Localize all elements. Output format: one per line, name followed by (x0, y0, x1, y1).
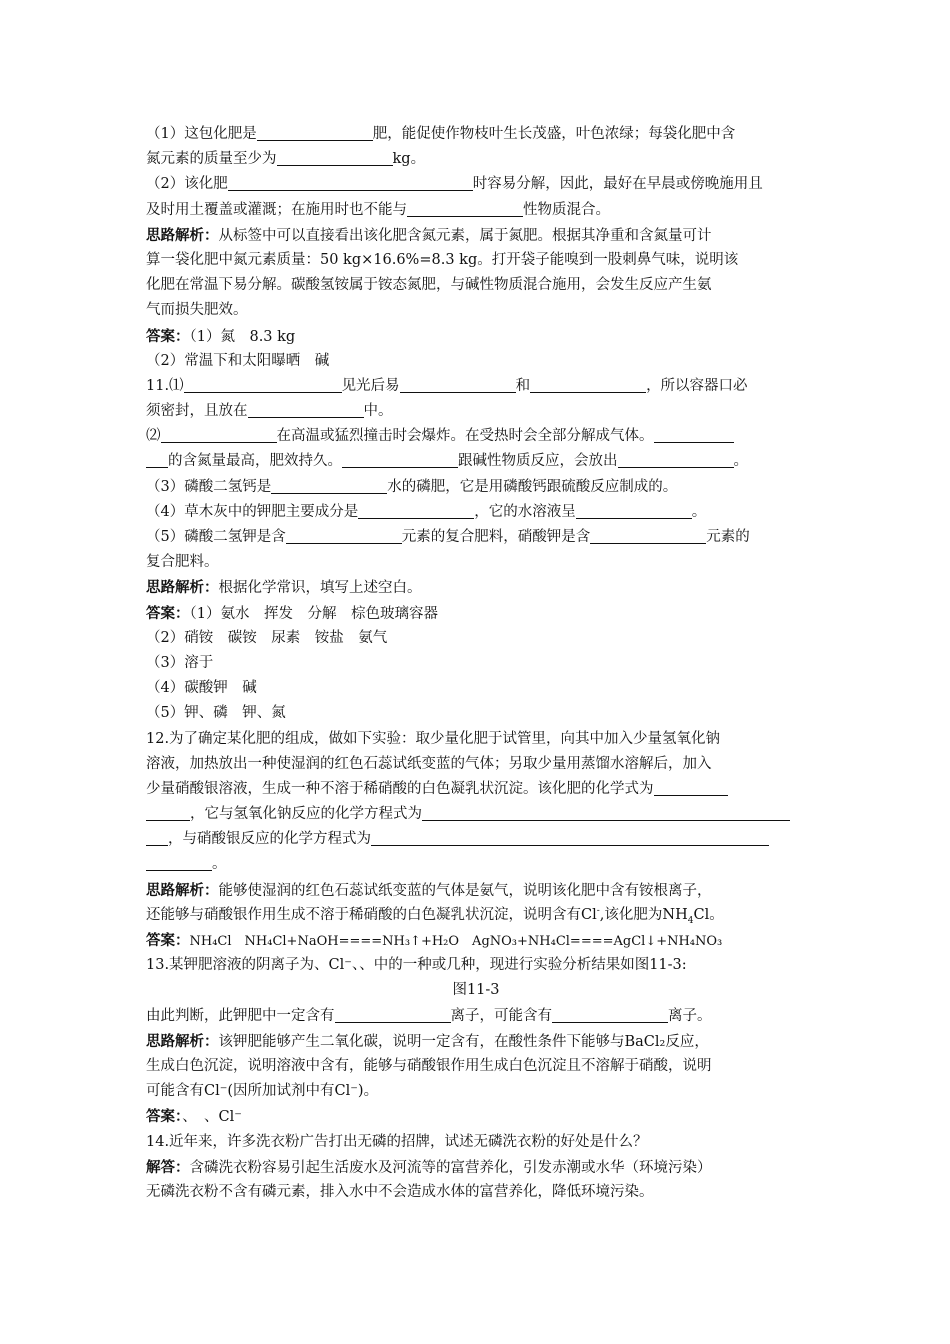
text: 元素的复合肥料，硝酸钾是含 (401, 529, 591, 545)
q10-line-2 (146, 147, 806, 172)
text: （1）氨水 挥发 分解 棕色玻璃容器 (189, 605, 438, 622)
q12-line-1 (146, 727, 806, 752)
text: （1）氮 8.3 kg (189, 328, 296, 345)
q11-line-2 (146, 399, 806, 424)
text: 11.⑴ (146, 377, 184, 394)
q12-line-6 (146, 852, 806, 877)
text: 的含氮量最高，肥效持久。 (168, 453, 342, 470)
text: 少量硝酸银溶液，生成一种不溶于稀硝酸的白色凝乳状沉淀。该化肥的化学式为 (146, 780, 654, 797)
q10-analysis-2 (146, 248, 806, 273)
blank-line (358, 501, 474, 519)
blank-line (184, 375, 342, 393)
text: 生成白色沉淀，说明溶液中含有，能够与硝酸银作用生成白色沉淀且不溶解于硝酸，说明 (146, 1057, 712, 1074)
q14-answer-2 (146, 1180, 806, 1205)
text: 水的磷肥，它是用磷酸钙跟硫酸反应制成的。 (387, 478, 678, 495)
blank-line (654, 778, 728, 796)
blank-line (146, 828, 168, 846)
answer-label: 答案： (146, 1108, 183, 1126)
blank-line (277, 148, 393, 166)
text: ,该化肥为NH (599, 906, 688, 923)
q12-analysis-2 (146, 903, 806, 928)
text: ，所以容器口必 (646, 377, 748, 394)
analysis-label: 思路解析： (146, 1032, 219, 1050)
q11-line-3 (146, 424, 806, 449)
q12-analysis-1 (146, 878, 806, 903)
q10-line-3 (146, 172, 806, 197)
text: （5）磷酸二氢钾是含 (146, 529, 286, 545)
blank-line (228, 173, 473, 191)
q11-answer-2 (146, 626, 806, 651)
text: 能够使湿润的红色石蕊试纸变蓝的气体是氨气，说明该化肥中含有铵根离子， (218, 882, 712, 899)
text: 中。 (363, 403, 393, 420)
q10-line-4 (146, 198, 806, 223)
text: 气而损失肥效。 (146, 302, 248, 319)
q11-answer-1 (146, 601, 806, 626)
blank-line (146, 803, 190, 821)
q11-line-1 (146, 374, 806, 399)
text: 由此判断，此钾肥中一定含有 (146, 1007, 335, 1024)
blank-line (146, 450, 168, 468)
q11-line-5 (146, 475, 806, 500)
text: （2）该化肥 (146, 176, 228, 193)
text: 须密封，且放在 (146, 403, 248, 420)
text: 和 (515, 377, 531, 394)
analysis-label: 思路解析： (146, 881, 219, 899)
text: 时容易分解，因此，最好在早晨或傍晚施用且 (472, 176, 763, 193)
text: 还能够与硝酸银作用生成不溶于稀硝酸的白色凝乳状沉淀，说明含有Cl (146, 906, 597, 923)
text: 。 (212, 856, 227, 873)
text: （4）碳酸钾 碱 (146, 680, 257, 697)
q11-line-8 (146, 550, 806, 575)
text: ，与硝酸银反应的化学方程式为 (168, 831, 371, 848)
text: 复合肥料。 (146, 554, 219, 571)
q11-line-7 (146, 525, 806, 550)
text: 13.某钾肥溶液的阴离子为、Cl⁻、、中的一种或几种，现进行实验分析结果如图11-3: (146, 957, 687, 974)
blank-line (400, 375, 516, 393)
q13-answer (146, 1104, 806, 1129)
q11-line-6 (146, 500, 806, 525)
text: （3）磷酸二氢钙是 (146, 478, 272, 495)
text: 算一袋化肥中氮元素质量：50 kg×16.6%=8.3 kg。打开袋子能嗅到一股刺鼻气味，说明该 (146, 251, 739, 268)
text: kg。 (392, 151, 426, 168)
text: 见光后易 (341, 377, 400, 394)
text: 无磷洗衣粉不含有磷元素，排入水中不会造成水体的富营养化，降低环境污染。 (146, 1183, 654, 1200)
text: 跟碱性物质反应，会放出 (458, 453, 618, 470)
blank-line (590, 526, 706, 544)
q13-analysis-3 (146, 1079, 806, 1104)
text: （4）草木灰中的钾肥主要成分是 (146, 503, 359, 520)
q12-answer (146, 928, 806, 953)
blank-line (271, 476, 387, 494)
blank-line (161, 425, 277, 443)
q10-line-1 (146, 122, 806, 147)
text: ，它与氢氧化钠反应的化学方程式为 (190, 806, 422, 823)
blank-line (552, 1005, 668, 1023)
q13-analysis-1 (146, 1029, 806, 1054)
blank-line (618, 450, 734, 468)
text: （1）这包化肥是 (146, 126, 257, 142)
blank-line (335, 1005, 451, 1023)
text: 图11-3 (452, 982, 500, 999)
answer-label: 答案： (146, 932, 190, 949)
text: 肥，能促使作物枝叶生长茂盛，叶色浓绿；每袋化肥中含 (372, 126, 736, 142)
text: （2）硝铵 碳铵 尿素 铵盐 氨气 (146, 629, 388, 646)
text: （5）钾、磷 钾、氮 (146, 705, 286, 722)
q12-line-2 (146, 752, 806, 777)
text: 14.近年来，许多洗衣粉广告打出无磷的招牌，试述无磷洗衣粉的好处是什么？ (146, 1133, 648, 1150)
blank-line (342, 450, 458, 468)
analysis-label: 思路解析： (146, 579, 219, 597)
text: 、 、Cl⁻ (182, 1109, 242, 1126)
answer-label: 答案： (146, 327, 190, 345)
q13-line-2 (146, 1004, 806, 1029)
blank-line (530, 375, 646, 393)
q13-analysis-2 (146, 1054, 806, 1079)
q10-analysis-1 (146, 223, 806, 248)
text: 元素的 (706, 529, 750, 545)
analysis-label: 思路解析： (146, 226, 219, 244)
blank-line (422, 803, 790, 821)
q11-answer-5 (146, 701, 806, 726)
text: NH₄Cl NH₄Cl+NaOH====NH₃↑+H₂O AgNO₃+NH₄Cl====AgCl↓+NH₄NO₃ (189, 934, 723, 949)
q11-line-4 (146, 449, 806, 474)
text: 含磷洗衣粉容易引起生活废水及河流等的富营养化，引发赤潮或水华（环境污染） (189, 1159, 712, 1176)
text: 氮元素的质量至少为 (146, 151, 277, 168)
text: 12.为了确定某化肥的组成，做如下实验：取少量化肥于试管里，向其中加入少量氢氧化钠 (146, 730, 721, 747)
text: 溶液，加热放出一种使湿润的红色石蕊试纸变蓝的气体；另取少量用蒸馏水溶解后，加入 (146, 755, 712, 772)
q12-line-5 (146, 827, 806, 852)
text: （3）溶于 (146, 654, 214, 671)
q11-answer-4 (146, 676, 806, 701)
text: 及时用土覆盖或灌溉；在施用时也不能与 (146, 201, 407, 218)
text: 从标签中可以直接看出该化肥含氮元素，属于氮肥。根据其净重和含氮量可计 (218, 227, 712, 244)
q12-line-3 (146, 777, 806, 802)
text: 离子，可能含有 (450, 1007, 552, 1024)
text: 性物质混合。 (523, 201, 610, 218)
text: 。 (691, 503, 707, 520)
blank-line (248, 400, 364, 418)
text: Cl。 (693, 906, 724, 923)
blank-line (654, 425, 734, 443)
text: 化肥在常温下易分解。碳酸氢铵属于铵态氮肥，与碱性物质混合施用，会发生反应产生氨 (146, 277, 712, 294)
blank-line (146, 853, 212, 871)
text: 离子。 (668, 1007, 712, 1024)
blank-line (576, 501, 692, 519)
figure-caption (146, 978, 806, 1003)
q11-analysis (146, 575, 806, 600)
document-body (146, 122, 806, 1205)
superscript: - (596, 905, 600, 916)
q10-analysis-3 (146, 273, 806, 298)
text: ⑵ (146, 428, 161, 445)
blank-line (407, 199, 523, 217)
subscript: 4 (687, 915, 694, 926)
q10-answer-2 (146, 349, 806, 374)
blank-line (286, 526, 402, 544)
blank-line (371, 828, 769, 846)
text: ，它的水溶液呈 (474, 503, 576, 520)
q10-analysis-4 (146, 298, 806, 323)
q10-answer-1 (146, 324, 806, 349)
q13-line-1 (146, 953, 806, 978)
text: 根据化学常识，填写上述空白。 (218, 580, 422, 597)
q12-line-4 (146, 802, 806, 827)
answer-label: 解答： (146, 1158, 190, 1176)
text: 可能含有Cl⁻(因所加试剂中有Cl⁻)。 (146, 1083, 379, 1100)
answer-label: 答案： (146, 604, 190, 622)
q11-answer-3 (146, 651, 806, 676)
blank-line (257, 123, 373, 141)
q14-line-1 (146, 1130, 806, 1155)
text: 该钾肥能够产生二氧化碳，说明一定含有，在酸性条件下能够与BaCl₂反应， (218, 1033, 709, 1050)
text: （2）常温下和太阳曝晒 碱 (146, 352, 330, 369)
q14-answer-1 (146, 1155, 806, 1180)
text: 在高温或猛烈撞击时会爆炸。在受热时会全部分解成气体。 (276, 428, 654, 445)
text: 。 (733, 453, 748, 470)
